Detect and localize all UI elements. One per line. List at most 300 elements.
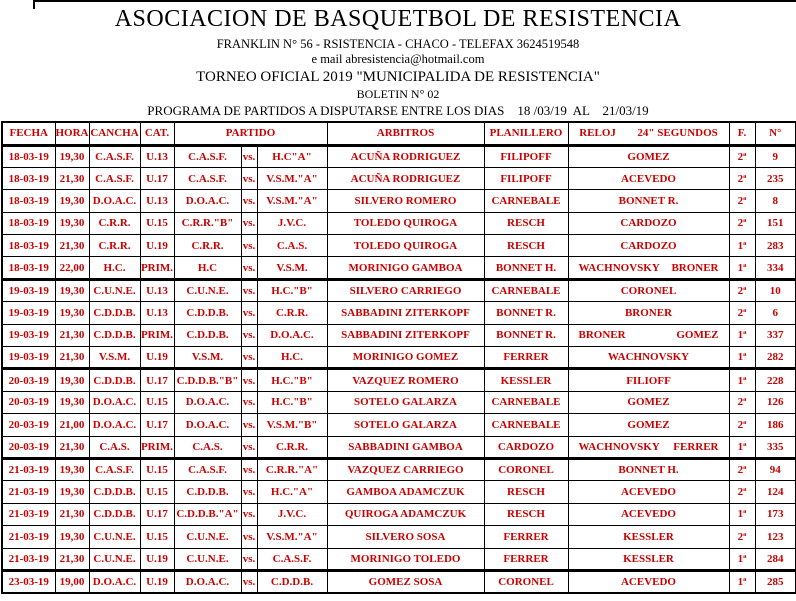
reloj-cell <box>568 302 729 324</box>
cell-equipo-local: C.D.D.B. <box>174 324 241 346</box>
cell-fecha-numero: 1ª <box>729 436 755 458</box>
cell-arbitros: SILVERO ROMERO <box>327 190 484 212</box>
address-line: FRANKLIN N° 56 - RSISTENCIA - CHACO - TELEFAX 3624519548 <box>216 37 580 51</box>
cell-equipo-visita: H.C."A" <box>257 481 327 503</box>
cell-partido-numero: 126 <box>755 391 796 413</box>
cell-reloj: BONNET R. <box>618 194 679 207</box>
cell-arbitros: MORINIGO TOLEDO <box>327 548 484 570</box>
col-header-fecha: FECHA <box>2 122 55 145</box>
cell-partido-numero: 151 <box>755 212 796 234</box>
cell-vs: vs. <box>241 570 257 592</box>
cell-categoria: U.15 <box>140 481 174 503</box>
cell-arbitros: SOTELO GALARZA <box>327 414 484 436</box>
cell-equipo-local: C.A.S.F. <box>174 145 241 167</box>
cell-vs: vs. <box>241 324 257 346</box>
cell-categoria: U.19 <box>140 347 174 369</box>
cell-hora: 21,30 <box>55 548 89 570</box>
cell-planillero: FILIPOFF <box>484 145 568 167</box>
cell-reloj: WACHNOVSKY <box>578 261 660 274</box>
bulletin-number: BOLETIN N° 02 <box>356 87 440 101</box>
reloj-cell <box>568 414 729 436</box>
cell-reloj: WACHNOVSKY <box>607 351 690 364</box>
reloj-cell <box>568 570 729 592</box>
cell-cancha: D.O.A.C. <box>89 570 140 592</box>
cell-arbitros: SABBADINI ZITERKOPF <box>327 302 484 324</box>
cell-hora: 22,00 <box>55 257 89 279</box>
col-header-arbitros: ARBITROS <box>327 122 484 145</box>
cell-vs: vs. <box>241 481 257 503</box>
cell-equipo-local: C.R.R. <box>174 235 241 257</box>
cell-planillero: FERRER <box>484 347 568 369</box>
cell-planillero: RESCH <box>484 212 568 234</box>
cell-hora: 21,30 <box>55 324 89 346</box>
cell-equipo-visita: H.C."B" <box>257 279 327 301</box>
reloj-cell <box>568 257 729 279</box>
cell-reloj: FILIOFF <box>626 374 671 387</box>
cell-partido-numero: 8 <box>755 190 796 212</box>
cell-fecha-numero: 1ª <box>729 570 755 592</box>
cell-equipo-visita: V.S.M."B" <box>257 414 327 436</box>
table-row <box>2 347 796 369</box>
cell-arbitros: SILVERO CARRIEGO <box>327 279 484 301</box>
table-row <box>2 324 796 346</box>
cell-planillero: FERRER <box>484 526 568 548</box>
cell-fecha: 18-03-19 <box>2 257 55 279</box>
cell-fecha-numero: 1ª <box>729 235 755 257</box>
cell-equipo-visita: V.S.M. <box>257 257 327 279</box>
cell-partido-numero: 124 <box>755 481 796 503</box>
reloj-cell <box>568 436 729 458</box>
cell-planillero: CARNEBALE <box>484 190 568 212</box>
cell-fecha: 19-03-19 <box>2 279 55 301</box>
cell-equipo-local: C.A.S. <box>174 436 241 458</box>
table-row <box>2 145 796 167</box>
cell-planillero: BONNET R. <box>484 302 568 324</box>
cell-equipo-local: C.U.N.E. <box>174 526 241 548</box>
cell-fecha-numero: 1ª <box>729 347 755 369</box>
table-row <box>2 212 796 234</box>
cell-categoria: U.19 <box>140 570 174 592</box>
cell-arbitros: MORINIGO GAMBOA <box>327 257 484 279</box>
cell-planillero: CORONEL <box>484 570 568 592</box>
cell-reloj: BRONER <box>624 306 673 319</box>
cell-equipo-local: D.O.A.C. <box>174 391 241 413</box>
cell-vs: vs. <box>241 347 257 369</box>
col-header-hora: HORA <box>55 122 89 145</box>
cell-arbitros: ACUÑA RODRIGUEZ <box>327 145 484 167</box>
reloj-cell <box>568 324 729 346</box>
cell-categoria: U.17 <box>140 369 174 391</box>
cell-equipo-local: C.U.N.E. <box>174 548 241 570</box>
cell-fecha-numero: 2ª <box>729 481 755 503</box>
reloj-cell <box>568 548 729 570</box>
reloj-cell <box>568 167 729 189</box>
col-header-partido: PARTIDO <box>174 122 327 145</box>
cell-cancha: C.A.S.F. <box>89 145 140 167</box>
cell-fecha: 20-03-19 <box>2 369 55 391</box>
cell-fecha-numero: 1ª <box>729 257 755 279</box>
cell-cancha: D.O.A.C. <box>89 414 140 436</box>
cell-arbitros: SOTELO GALARZA <box>327 391 484 413</box>
cell-fecha: 21-03-19 <box>2 526 55 548</box>
cell-partido-numero: 283 <box>755 235 796 257</box>
cell-equipo-visita: C.R.R. <box>257 302 327 324</box>
cell-hora: 19,30 <box>55 458 89 480</box>
cell-fecha-numero: 2ª <box>729 414 755 436</box>
cell-fecha: 18-03-19 <box>2 145 55 167</box>
cell-fecha: 20-03-19 <box>2 414 55 436</box>
cell-partido-numero: 186 <box>755 414 796 436</box>
col-header-planillero: PLANILLERO <box>484 122 568 145</box>
cell-equipo-visita: J.V.C. <box>257 503 327 525</box>
col-header-reloj: RELOJ <box>579 127 616 140</box>
program-dates-line: PROGRAMA DE PARTIDOS A DISPUTARSE ENTRE LOS DIAS 18 /03/19 AL 21/03/19 <box>147 103 649 118</box>
cell-hora: 19,30 <box>55 369 89 391</box>
cell-categoria: PRIM. <box>140 324 174 346</box>
col-header-cat: CAT. <box>140 122 174 145</box>
cell-equipo-visita: C.R.R."A" <box>257 458 327 480</box>
cell-planillero: CARNEBALE <box>484 391 568 413</box>
cell-planillero: RESCH <box>484 503 568 525</box>
cell-fecha-numero: 2ª <box>729 279 755 301</box>
reloj-cell <box>568 391 729 413</box>
cell-partido-numero: 284 <box>755 548 796 570</box>
cell-cancha: C.A.S.F. <box>89 167 140 189</box>
cell-hora: 21,30 <box>55 347 89 369</box>
cell-fecha: 21-03-19 <box>2 481 55 503</box>
cell-partido-numero: 282 <box>755 347 796 369</box>
col-header-f: F. <box>729 122 755 145</box>
cell-equipo-visita: V.S.M."A" <box>257 526 327 548</box>
cell-fecha-numero: 2ª <box>729 526 755 548</box>
reloj-cell <box>568 503 729 525</box>
cell-fecha: 21-03-19 <box>2 548 55 570</box>
cell-equipo-local: V.S.M. <box>174 347 241 369</box>
cell-fecha-numero: 1ª <box>729 548 755 570</box>
col-header-cancha: CANCHA <box>89 122 140 145</box>
cell-partido-numero: 337 <box>755 324 796 346</box>
cell-reloj: BONNET H. <box>618 464 679 477</box>
cell-equipo-visita: V.S.M."A" <box>257 190 327 212</box>
cell-arbitros: GAMBOA ADAMCZUK <box>327 481 484 503</box>
reloj-cell <box>568 526 729 548</box>
cell-vs: vs. <box>241 257 257 279</box>
table-row <box>2 481 796 503</box>
cell-equipo-visita: J.V.C. <box>257 212 327 234</box>
reloj-cell <box>568 145 729 167</box>
cell-categoria: U.13 <box>140 145 174 167</box>
cell-equipo-local: D.O.A.C. <box>174 190 241 212</box>
cell-fecha: 18-03-19 <box>2 212 55 234</box>
cell-reloj: ACEVEDO <box>620 508 676 521</box>
cell-categoria: U.13 <box>140 190 174 212</box>
cell-fecha: 18-03-19 <box>2 235 55 257</box>
cell-cancha: C.D.D.B. <box>89 503 140 525</box>
cell-planillero: CORONEL <box>484 458 568 480</box>
table-row <box>2 548 796 570</box>
cell-categoria: U.19 <box>140 548 174 570</box>
table-row <box>2 235 796 257</box>
cell-cancha: D.O.A.C. <box>89 190 140 212</box>
cell-hora: 19,30 <box>55 145 89 167</box>
cell-equipo-local: C.D.D.B. <box>174 481 241 503</box>
cell-equipo-visita: C.R.R. <box>257 436 327 458</box>
cell-hora: 21,30 <box>55 436 89 458</box>
cell-arbitros: SABBADINI GAMBOA <box>327 436 484 458</box>
cell-cancha: V.S.M. <box>89 347 140 369</box>
reloj-cell <box>568 212 729 234</box>
cell-24-segundos: BRONER <box>671 261 719 274</box>
cell-hora: 19,30 <box>55 481 89 503</box>
cell-partido-numero: 228 <box>755 369 796 391</box>
cell-fecha-numero: 2ª <box>729 212 755 234</box>
cell-cancha: C.U.N.E. <box>89 526 140 548</box>
cell-hora: 19,00 <box>55 570 89 592</box>
cell-vs: vs. <box>241 302 257 324</box>
cell-hora: 21,30 <box>55 235 89 257</box>
cell-cancha: C.R.R. <box>89 235 140 257</box>
cell-hora: 19,30 <box>55 279 89 301</box>
cell-reloj: GOMEZ <box>627 150 670 163</box>
cell-cancha: C.D.D.B. <box>89 369 140 391</box>
cell-equipo-local: C.D.D.B."B" <box>174 369 241 391</box>
cell-reloj: KESSLER <box>623 530 674 543</box>
cell-vs: vs. <box>241 436 257 458</box>
cell-partido-numero: 10 <box>755 279 796 301</box>
cell-reloj: CARDOZO <box>620 217 677 230</box>
cell-categoria: PRIM. <box>140 436 174 458</box>
cell-planillero: CARNEBALE <box>484 414 568 436</box>
cell-reloj: ACEVEDO <box>620 172 676 185</box>
table-row <box>2 436 796 458</box>
cell-fecha-numero: 2ª <box>729 167 755 189</box>
cell-planillero: RESCH <box>484 235 568 257</box>
cell-vs: vs. <box>241 145 257 167</box>
cell-equipo-visita: C.D.D.B. <box>257 570 327 592</box>
cell-vs: vs. <box>241 391 257 413</box>
cell-cancha: C.D.D.B. <box>89 302 140 324</box>
table-header-row <box>2 122 796 145</box>
cell-equipo-local: C.A.S.F. <box>174 167 241 189</box>
cell-arbitros: QUIROGA ADAMCZUK <box>327 503 484 525</box>
table-row <box>2 167 796 189</box>
page-frame-top-line <box>33 0 796 2</box>
cell-reloj: BRONER <box>578 329 626 342</box>
cell-equipo-visita: C.A.S. <box>257 235 327 257</box>
col-header-reloj-segundos <box>568 122 729 145</box>
cell-arbitros: MORINIGO GOMEZ <box>327 347 484 369</box>
cell-24-segundos: FERRER <box>673 440 719 453</box>
table-row <box>2 302 796 324</box>
reloj-cell <box>568 190 729 212</box>
cell-vs: vs. <box>241 167 257 189</box>
cell-fecha: 18-03-19 <box>2 167 55 189</box>
cell-vs: vs. <box>241 235 257 257</box>
cell-fecha-numero: 2ª <box>729 458 755 480</box>
cell-arbitros: VAZQUEZ CARRIEGO <box>327 458 484 480</box>
table-row <box>2 391 796 413</box>
cell-fecha-numero: 1ª <box>729 503 755 525</box>
cell-equipo-local: C.D.D.B. <box>174 302 241 324</box>
cell-equipo-visita: H.C."B" <box>257 369 327 391</box>
cell-fecha-numero: 1ª <box>729 369 755 391</box>
cell-reloj: ACEVEDO <box>620 486 676 499</box>
cell-equipo-visita: D.O.A.C. <box>257 324 327 346</box>
cell-fecha: 21-03-19 <box>2 503 55 525</box>
table-row <box>2 190 796 212</box>
cell-partido-numero: 123 <box>755 526 796 548</box>
cell-hora: 19,30 <box>55 526 89 548</box>
cell-equipo-local: C.U.N.E. <box>174 279 241 301</box>
cell-vs: vs. <box>241 414 257 436</box>
tournament-title: TORNEO OFICIAL 2019 "MUNICIPALIDA DE RESISTENCIA" <box>196 69 600 85</box>
cell-reloj: GOMEZ <box>627 418 670 431</box>
cell-hora: 19,30 <box>55 391 89 413</box>
cell-planillero: FERRER <box>484 548 568 570</box>
cell-partido-numero: 94 <box>755 458 796 480</box>
table-body <box>2 145 796 593</box>
cell-partido-numero: 335 <box>755 436 796 458</box>
cell-planillero: FILIPOFF <box>484 167 568 189</box>
cell-fecha-numero: 2ª <box>729 190 755 212</box>
cell-fecha: 21-03-19 <box>2 458 55 480</box>
cell-equipo-local: C.R.R."B" <box>174 212 241 234</box>
cell-fecha: 18-03-19 <box>2 190 55 212</box>
cell-cancha: H.C. <box>89 257 140 279</box>
cell-arbitros: TOLEDO QUIROGA <box>327 235 484 257</box>
association-title: ASOCIACION DE BASQUETBOL DE RESISTENCIA <box>114 6 682 32</box>
cell-vs: vs. <box>241 190 257 212</box>
cell-categoria: U.17 <box>140 167 174 189</box>
cell-planillero: KESSLER <box>484 369 568 391</box>
cell-vs: vs. <box>241 526 257 548</box>
table-row <box>2 257 796 279</box>
cell-reloj: CARDOZO <box>620 239 677 252</box>
table-row <box>2 279 796 301</box>
col-header-24-segundos: 24" SEGUNDOS <box>637 127 718 140</box>
cell-partido-numero: 334 <box>755 257 796 279</box>
cell-vs: vs. <box>241 369 257 391</box>
cell-cancha: D.O.A.C. <box>89 391 140 413</box>
cell-equipo-local: D.O.A.C. <box>174 414 241 436</box>
reloj-cell <box>568 458 729 480</box>
cell-equipo-local: D.O.A.C. <box>174 570 241 592</box>
cell-categoria: U.13 <box>140 302 174 324</box>
cell-categoria: U.15 <box>140 391 174 413</box>
cell-reloj: WACHNOVSKY <box>578 440 660 453</box>
cell-24-segundos: GOMEZ <box>676 329 719 342</box>
cell-fecha-numero: 2ª <box>729 391 755 413</box>
cell-cancha: C.U.N.E. <box>89 279 140 301</box>
schedule-table <box>1 121 796 594</box>
cell-partido-numero: 235 <box>755 167 796 189</box>
cell-equipo-local: C.A.S.F. <box>174 458 241 480</box>
cell-equipo-visita: H.C"A" <box>257 145 327 167</box>
cell-reloj: CORONEL <box>620 285 677 298</box>
cell-vs: vs. <box>241 503 257 525</box>
cell-arbitros: SILVERO SOSA <box>327 526 484 548</box>
reloj-cell <box>568 481 729 503</box>
table-row <box>2 503 796 525</box>
cell-categoria: U.13 <box>140 279 174 301</box>
cell-vs: vs. <box>241 458 257 480</box>
cell-equipo-visita: H.C. <box>257 347 327 369</box>
col-header-n: N° <box>755 122 796 145</box>
cell-reloj: GOMEZ <box>627 396 670 409</box>
cell-planillero: BONNET R. <box>484 324 568 346</box>
table-row <box>2 369 796 391</box>
letterhead <box>0 4 796 119</box>
cell-categoria: U.17 <box>140 414 174 436</box>
cell-categoria: U.15 <box>140 212 174 234</box>
cell-equipo-local: C.D.D.B."A" <box>174 503 241 525</box>
cell-arbitros: GOMEZ SOSA <box>327 570 484 592</box>
cell-cancha: C.D.D.B. <box>89 324 140 346</box>
cell-equipo-visita: C.A.S.F. <box>257 548 327 570</box>
table-row <box>2 526 796 548</box>
cell-hora: 21,00 <box>55 414 89 436</box>
cell-fecha: 23-03-19 <box>2 570 55 592</box>
cell-arbitros: VAZQUEZ ROMERO <box>327 369 484 391</box>
cell-fecha: 20-03-19 <box>2 391 55 413</box>
cell-planillero: CARNEBALE <box>484 279 568 301</box>
cell-vs: vs. <box>241 212 257 234</box>
table-row <box>2 414 796 436</box>
cell-partido-numero: 173 <box>755 503 796 525</box>
cell-categoria: U.17 <box>140 503 174 525</box>
cell-reloj: KESSLER <box>623 552 674 565</box>
cell-hora: 19,30 <box>55 190 89 212</box>
table-row <box>2 458 796 480</box>
cell-planillero: RESCH <box>484 481 568 503</box>
cell-partido-numero: 285 <box>755 570 796 592</box>
cell-cancha: C.U.N.E. <box>89 548 140 570</box>
cell-arbitros: TOLEDO QUIROGA <box>327 212 484 234</box>
cell-planillero: BONNET H. <box>484 257 568 279</box>
cell-hora: 19,30 <box>55 212 89 234</box>
cell-fecha: 20-03-19 <box>2 436 55 458</box>
table-row <box>2 570 796 592</box>
cell-fecha: 19-03-19 <box>2 302 55 324</box>
cell-cancha: C.R.R. <box>89 212 140 234</box>
cell-cancha: C.A.S. <box>89 436 140 458</box>
reloj-cell <box>568 279 729 301</box>
cell-categoria: U.15 <box>140 526 174 548</box>
cell-vs: vs. <box>241 548 257 570</box>
cell-fecha-numero: 1ª <box>729 324 755 346</box>
cell-planillero: CARDOZO <box>484 436 568 458</box>
cell-equipo-visita: H.C."B" <box>257 391 327 413</box>
reloj-cell <box>568 235 729 257</box>
cell-fecha-numero: 2ª <box>729 145 755 167</box>
cell-hora: 21,30 <box>55 167 89 189</box>
cell-categoria: U.19 <box>140 235 174 257</box>
reloj-cell <box>568 347 729 369</box>
cell-categoria: U.15 <box>140 458 174 480</box>
cell-hora: 21,30 <box>55 503 89 525</box>
cell-vs: vs. <box>241 279 257 301</box>
reloj-cell <box>568 369 729 391</box>
cell-cancha: C.A.S.F. <box>89 458 140 480</box>
cell-fecha: 19-03-19 <box>2 347 55 369</box>
cell-equipo-local: H.C <box>174 257 241 279</box>
cell-cancha: C.D.D.B. <box>89 481 140 503</box>
cell-arbitros: SABBADINI ZITERKOPF <box>327 324 484 346</box>
email-line: e mail abresistencia@hotmail.com <box>311 52 485 66</box>
cell-partido-numero: 6 <box>755 302 796 324</box>
cell-hora: 19,30 <box>55 302 89 324</box>
cell-fecha-numero: 2ª <box>729 302 755 324</box>
